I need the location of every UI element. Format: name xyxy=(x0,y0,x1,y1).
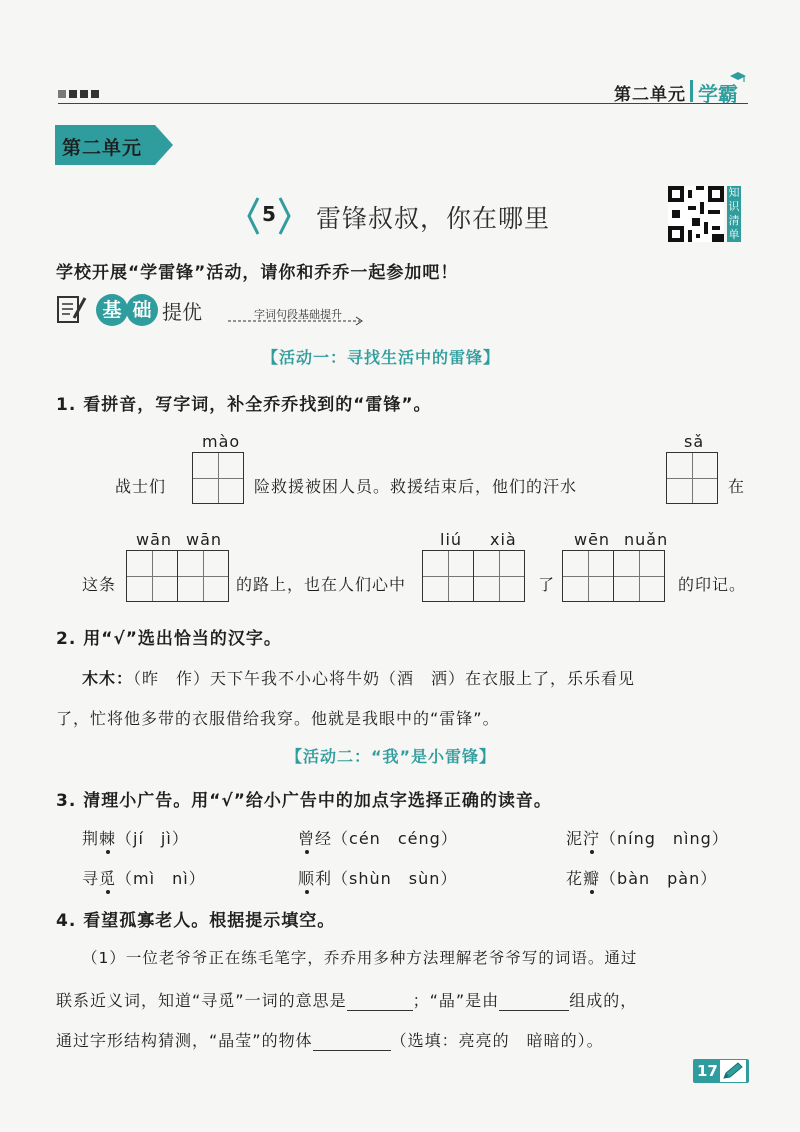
section-arrow xyxy=(228,316,366,326)
pinyin-wen: wēn xyxy=(574,530,611,549)
q3-item-2[interactable]: 曾经（cén céng） xyxy=(298,829,458,848)
q1-text-2: 险救援被困人员。救援结束后，他们的汗水 xyxy=(254,477,578,496)
q2-speaker: 木木： xyxy=(82,669,134,688)
qr-code-icon[interactable] xyxy=(668,186,724,242)
q1-text-6: 了 xyxy=(538,575,556,594)
pinyin-nuan: nuǎn xyxy=(624,530,669,549)
lesson-number: 5 xyxy=(262,202,276,226)
q2-line-1-text: （昨 作）天下午我不小心将牛奶（酒 洒）在衣服上了，乐乐看见 xyxy=(133,669,636,688)
answer-grid-mao[interactable] xyxy=(192,452,244,504)
blank-jing-parts[interactable] xyxy=(499,991,569,1011)
pinyin-mao: mào xyxy=(202,432,241,451)
pinyin-sa: sǎ xyxy=(684,432,705,451)
q4-line-1: （1）一位老爷爷正在练毛笔字，乔乔用多种方法理解老爷爷写的词语。通过 xyxy=(82,949,638,967)
section-title: 提优 xyxy=(162,300,202,324)
q3-item-6[interactable]: 花瓣（bàn pàn） xyxy=(566,869,718,888)
pinyin-xia: xià xyxy=(490,530,517,549)
section-subtitle: 字词句段基础提升 xyxy=(254,308,342,321)
answer-grid-wanwan[interactable] xyxy=(126,550,229,602)
question-4: 4. 看望孤寡老人。根据提示填空。 xyxy=(56,911,336,931)
activity-2-heading: 【活动二：“我”是小雷锋】 xyxy=(286,747,497,766)
pencil-icon xyxy=(720,1060,746,1082)
answer-grid-sa[interactable] xyxy=(666,452,718,504)
q2-line-2: 了，忙将他多带的衣服借给我穿。他就是我眼中的“雷锋”。 xyxy=(56,709,500,728)
question-1: 1. 看拼音，写字词，补全乔乔找到的“雷锋”。 xyxy=(56,395,432,415)
qr-label: 知识清单 xyxy=(728,186,740,241)
page-number: 17 xyxy=(697,1062,718,1080)
section-badge-2: 础 xyxy=(126,294,158,326)
activity-1-heading: 【活动一：寻找生活中的雷锋】 xyxy=(262,348,501,367)
pinyin-wan-2: wān xyxy=(186,530,223,549)
q1-text-7: 的印记。 xyxy=(678,575,747,594)
q4-line-2: 联系近义词，知道“寻觅”一词的意思是 ；“晶”是由 组成的， xyxy=(56,991,638,1010)
q3-item-5[interactable]: 顺利（shùn sùn） xyxy=(298,869,458,888)
pinyin-wan-1: wān xyxy=(136,530,173,549)
pinyin-liu: liú xyxy=(440,530,463,549)
q1-text-5: 的路上，也在人们心中 xyxy=(236,575,407,594)
q4-line-3: 通过字形结构猜测，“晶莹”的物体 （选填：亮亮的 暗暗的）。 xyxy=(56,1031,604,1050)
q1-text-3: 在 xyxy=(728,477,746,496)
intro-text: 学校开展“学雷锋”活动，请你和乔乔一起参加吧！ xyxy=(56,263,459,283)
section-badge-1: 基 xyxy=(96,294,128,326)
header-brand: 学霸 xyxy=(698,82,738,106)
unit-tab-text: 第二单元 xyxy=(62,137,143,159)
answer-grid-wennuan[interactable] xyxy=(562,550,665,602)
q3-item-3[interactable]: 泥泞（níng nìng） xyxy=(566,829,729,848)
graduation-cap-icon xyxy=(730,72,746,82)
q2-line-1 xyxy=(82,666,635,689)
q1-text-1: 战士们 xyxy=(115,477,167,496)
notepad-pencil-icon xyxy=(56,294,88,324)
header-unit-label: 第二单元 xyxy=(614,85,686,105)
question-2: 2. 用“√”选出恰当的汉字。 xyxy=(56,629,282,649)
header-decoration xyxy=(58,90,99,98)
q3-item-1[interactable]: 荆棘（jí jì） xyxy=(82,829,189,848)
blank-jingying[interactable] xyxy=(313,1031,391,1051)
blank-xunmi[interactable] xyxy=(347,991,413,1011)
lesson-title: 雷锋叔叔，你在哪里 xyxy=(316,204,551,233)
answer-grid-liuxia[interactable] xyxy=(422,550,525,602)
header-separator xyxy=(690,80,693,102)
q3-item-4[interactable]: 寻觅（mì nì） xyxy=(82,869,206,888)
q1-text-4: 这条 xyxy=(82,575,117,594)
question-3: 3. 清理小广告。用“√”给小广告中的加点字选择正确的读音。 xyxy=(56,791,552,811)
